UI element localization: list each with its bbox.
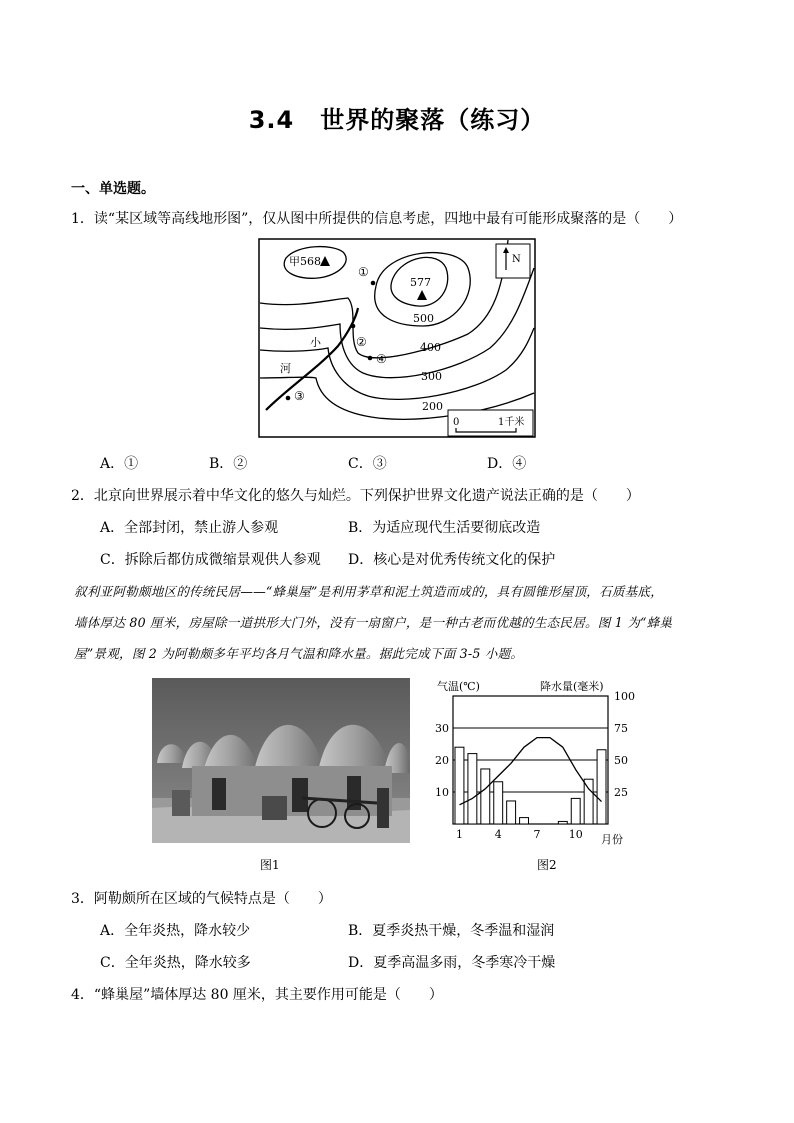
precip-bar (481, 769, 490, 824)
right-tick-label: 100 (614, 690, 635, 703)
q3-stem: 3．阿勒颇所在区域的气候特点是（ ） (71, 891, 332, 907)
x-tick-label: 7 (533, 828, 541, 841)
x-tick-label: 1 (455, 828, 463, 841)
precip-bar (558, 821, 567, 824)
q1-stem: 1．读“某区域等高线地形图”，仅从图中所提供的信息考虑，四地中最有可能形成聚落的是（ ） (71, 211, 683, 227)
north-label: N (512, 254, 521, 265)
contour-200-label: 200 (422, 400, 443, 413)
precip-bar (455, 747, 464, 824)
intro-line-2: 墙体厚达 80 厘米，房屋除一道拱形大门外，没有一扇窗户，是一种古老而优越的生态民居。图 1 为“蜂巢 (74, 615, 673, 630)
precip-bar (494, 782, 503, 824)
q2-option-d: D．核心是对优秀传统文化的保护 (348, 552, 556, 568)
q1-option-c: C．③ (348, 456, 387, 472)
right-axis-label: 降水量(毫米) (540, 680, 604, 693)
x-unit-label: 月份 (601, 833, 623, 846)
left-tick-label: 20 (435, 754, 449, 767)
precip-bar (507, 801, 516, 824)
figure-2-caption: 图2 (537, 858, 557, 872)
section-heading: 一、单选题。 (71, 181, 155, 197)
precip-bar (597, 750, 606, 824)
contour-500-label: 500 (413, 312, 434, 325)
right-tick-label: 25 (614, 786, 628, 799)
precip-bar (520, 818, 529, 824)
point-4-dot (368, 356, 373, 361)
q3-option-a: A．全年炎热，降水较少 (100, 923, 251, 939)
x-tick-label: 10 (568, 828, 583, 841)
left-axis-label: 气温(℃) (437, 680, 480, 693)
intro-line-1: 叙利亚阿勒颇地区的传统民居——“蜂巢屋”是利用茅草和泥土筑造而成的，具有圆锥形屋顶，石质基底， (74, 584, 663, 599)
peak-577-label: 577 (410, 276, 431, 289)
q3-option-c: C．全年炎热，降水较多 (100, 955, 251, 971)
scale-unit: 1千米 (498, 417, 525, 428)
left-tick-label: 10 (435, 786, 449, 799)
q2-stem: 2．北京向世界展示着中华文化的悠久与灿烂。下列保护世界文化遗产说法正确的是（ ） (71, 488, 640, 504)
q2-option-c: C．拆除后都仿成微缩景观供人参观 (100, 552, 321, 568)
point-1-label: ① (358, 265, 369, 279)
river-label-1: 小 (310, 336, 321, 349)
point-3-label: ③ (294, 389, 305, 403)
right-tick-label: 75 (614, 722, 628, 735)
q1-option-b: B．② (209, 456, 248, 472)
page-title (0, 100, 794, 135)
precip-bar (584, 779, 593, 824)
right-tick-label: 50 (614, 754, 628, 767)
figure-1-caption: 图1 (260, 858, 280, 872)
contour-map (258, 238, 536, 438)
point-2-dot (351, 324, 356, 329)
x-tick-label: 4 (494, 828, 502, 841)
left-tick-label: 30 (435, 722, 449, 735)
peak-568-label: 甲568 (289, 255, 321, 268)
point-3-dot (286, 396, 291, 401)
title-number: 3.4 (248, 106, 295, 134)
q3-option-d: D．夏季高温多雨，冬季寒冷干燥 (348, 955, 556, 971)
q3-option-b: B．夏季炎热干燥，冬季温和湿润 (348, 923, 555, 939)
precip-bar (468, 754, 477, 824)
scale-zero: 0 (453, 417, 460, 428)
beehive-houses-photo (152, 678, 410, 843)
river-label-2: 河 (280, 362, 291, 375)
q2-option-a: A．全部封闭，禁止游人参观 (100, 520, 279, 536)
q2-option-b: B．为适应现代生活要彻底改造 (348, 520, 541, 536)
q1-option-a: A．① (100, 456, 139, 472)
point-1-dot (371, 281, 376, 286)
q4-stem: 4．“蜂巢屋”墙体厚达 80 厘米，其主要作用可能是（ ） (71, 987, 443, 1003)
intro-line-3: 屋”景观，图 2 为阿勒颇多年平均各月气温和降水量。据此完成下面 3-5 小题。 (74, 646, 524, 661)
climate-chart (425, 678, 640, 848)
point-2-label: ② (356, 335, 367, 349)
precip-bar (571, 798, 580, 824)
point-4-label: ④ (376, 352, 387, 366)
q1-option-d: D．④ (487, 456, 527, 472)
contour-300-label: 300 (421, 370, 442, 383)
contour-400-label: 400 (420, 341, 441, 354)
title-text: 世界的聚落（练习） (320, 106, 546, 134)
